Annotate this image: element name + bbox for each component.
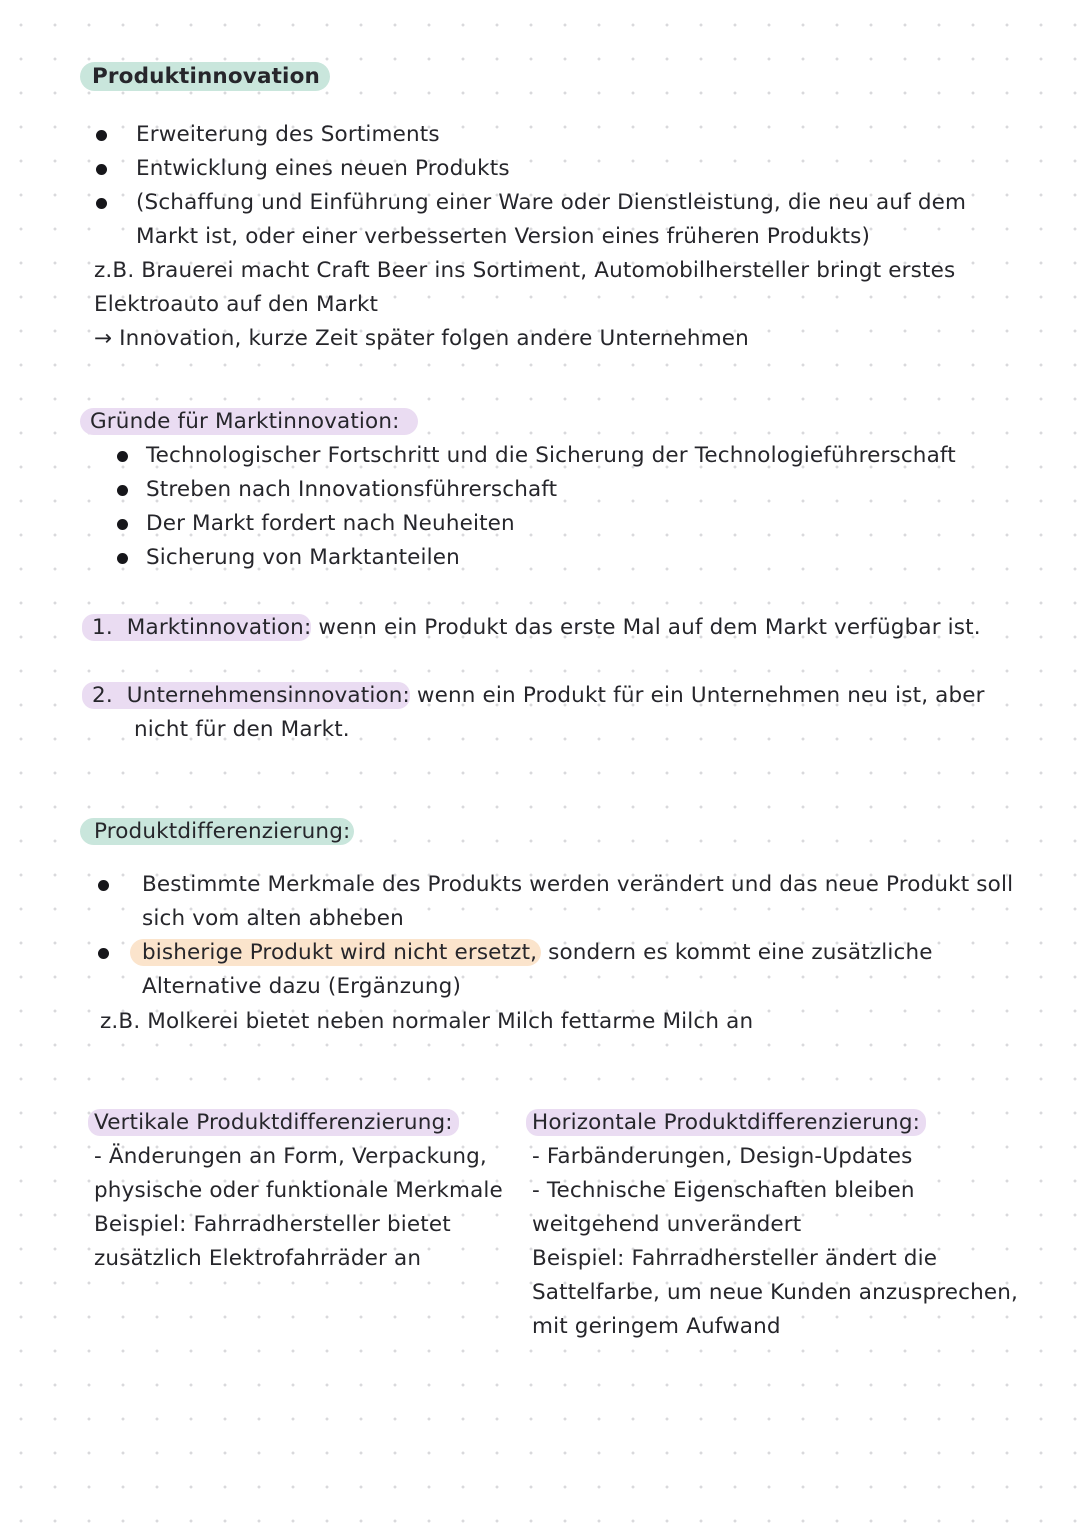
bullet-icon — [117, 519, 128, 530]
number: 1. — [92, 615, 113, 640]
list-item-continuation: Alternative dazu (Ergänzung) — [142, 974, 462, 999]
heading-gruende: Gründe für Marktinnovation: — [80, 405, 418, 439]
bullet-icon — [96, 198, 107, 209]
bullet-icon — [117, 485, 128, 496]
example-text: z.B. Molkerei bietet neben normaler Milch fettarme Milch an — [100, 1009, 754, 1034]
arrow-note — [94, 322, 749, 356]
example-text: z.B. Brauerei macht Craft Beer ins Sortiment, Automobilhersteller bringt erstes — [94, 258, 956, 283]
text-line: Sattelfarbe, um neue Kunden anzusprechen, — [532, 1280, 1019, 1305]
list-item: Technologischer Fortschritt und die Sicherung der Technologieführerschaft — [146, 443, 956, 468]
bullet-icon — [98, 948, 109, 959]
example-text-continuation: Elektroauto auf den Markt — [94, 292, 379, 317]
heading-horizontale: Horizontale Produktdifferenzierung: — [526, 1106, 926, 1140]
text-line: weitgehend unverändert — [532, 1212, 802, 1237]
heading-produktdifferenzierung: Produktdifferenzierung: — [80, 815, 354, 849]
number: 2. — [92, 683, 113, 708]
arrow-icon: → — [94, 326, 113, 351]
list-item: Bestimmte Merkmale des Produkts werden verändert und das neue Produkt soll — [142, 872, 1014, 897]
text-line: - Farbänderungen, Design-Updates — [532, 1144, 913, 1169]
bullet-icon — [117, 553, 128, 564]
text-line: - Technische Eigenschaften bleiben — [532, 1178, 915, 1203]
bullet-icon — [96, 164, 107, 175]
list-item-continuation: Markt ist, oder einer verbesserten Version eines früheren Produkts) — [136, 224, 871, 249]
text-line: Beispiel: Fahrradhersteller bietet — [94, 1212, 451, 1237]
arrow-note-text: Innovation, kurze Zeit später folgen andere Unternehmen — [119, 326, 749, 351]
heading-produktinnovation: Produktinnovation — [80, 60, 330, 94]
list-item: (Schaffung und Einführung einer Ware oder Dienstleistung, die neu auf dem — [136, 190, 967, 215]
term: Unternehmensinnovation: — [126, 683, 410, 708]
list-item: Sicherung von Marktanteilen — [146, 545, 460, 570]
text-line: physische oder funktionale Merkmale — [94, 1178, 503, 1203]
term: Marktinnovation: — [126, 615, 312, 640]
heading-vertikale: Vertikale Produktdifferenzierung: — [88, 1106, 459, 1140]
list-item: Erweiterung des Sortiments — [136, 122, 440, 147]
list-item: Entwicklung eines neuen Produkts — [136, 156, 510, 181]
list-item-text: sondern es kommt eine zusätzliche — [541, 940, 933, 965]
list-item: Der Markt fordert nach Neuheiten — [146, 511, 515, 536]
list-item — [130, 936, 933, 970]
numbered-item-2 — [82, 679, 985, 713]
text-line: - Änderungen an Form, Verpackung, — [94, 1144, 487, 1169]
list-item: Streben nach Innovationsführerschaft — [146, 477, 558, 502]
text-line: Beispiel: Fahrradhersteller ändert die — [532, 1246, 938, 1271]
bullet-icon — [117, 451, 128, 462]
bullet-icon — [96, 130, 107, 141]
numbered-item-1 — [82, 611, 981, 645]
text-line: zusätzlich Elektrofahrräder an — [94, 1246, 422, 1271]
definition: wenn ein Produkt für ein Unternehmen neu ist, aber — [416, 683, 985, 708]
definition: wenn ein Produkt das erste Mal auf dem Markt verfügbar ist. — [318, 615, 981, 640]
text-line: mit geringem Aufwand — [532, 1314, 781, 1339]
definition-continuation: nicht für den Markt. — [134, 717, 350, 742]
bullet-icon — [98, 880, 109, 891]
list-item-continuation: sich vom alten abheben — [142, 906, 404, 931]
highlight-text: bisherige Produkt wird nicht ersetzt, — [130, 939, 541, 966]
